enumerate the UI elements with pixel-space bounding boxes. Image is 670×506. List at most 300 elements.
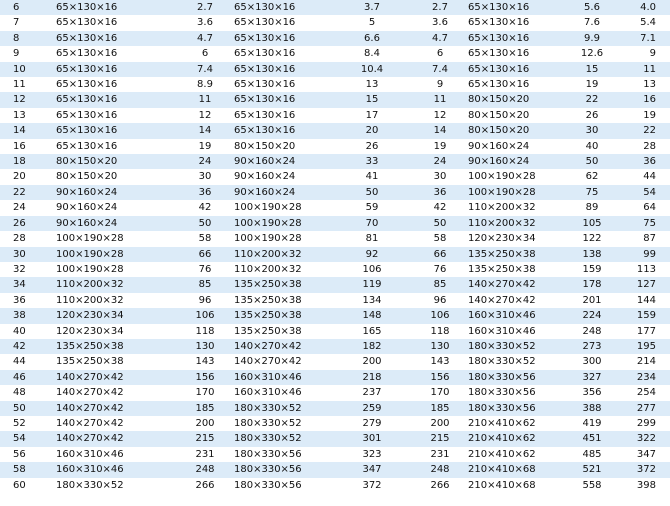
table-cell: 273 <box>564 339 620 354</box>
table-cell: 100×190×28 <box>468 169 564 184</box>
table-row <box>0 385 670 400</box>
table-cell: 90×160×24 <box>468 139 564 154</box>
table-cell: 42 <box>412 200 468 215</box>
table-cell: 215 <box>412 431 468 446</box>
table-cell: 248 <box>176 462 234 477</box>
table-cell: 65×130×16 <box>468 62 564 77</box>
table-cell: 65×130×16 <box>56 31 176 46</box>
table-cell: 143 <box>176 354 234 369</box>
table-row <box>0 154 670 169</box>
table-cell: 33 <box>332 154 412 169</box>
table-cell: 322 <box>620 431 670 446</box>
table-cell: 16 <box>620 92 670 107</box>
table-cell: 3.6 <box>412 15 468 30</box>
table-cell: 70 <box>332 216 412 231</box>
table-cell: 356 <box>564 385 620 400</box>
table-cell: 44 <box>0 354 56 369</box>
table-cell: 30 <box>412 169 468 184</box>
table-cell: 65×130×16 <box>56 92 176 107</box>
table-cell: 143 <box>412 354 468 369</box>
table-cell: 7.6 <box>564 15 620 30</box>
table-cell: 113 <box>620 262 670 277</box>
table-cell: 180×330×52 <box>234 416 332 431</box>
table-cell: 210×410×68 <box>468 462 564 477</box>
table-cell: 159 <box>620 308 670 323</box>
table-cell: 180×330×52 <box>234 401 332 416</box>
table-row <box>0 401 670 416</box>
table-cell: 10 <box>0 62 56 77</box>
table-cell: 36 <box>176 185 234 200</box>
table-cell: 9.9 <box>564 31 620 46</box>
table-cell: 140×270×42 <box>468 277 564 292</box>
table-cell: 50 <box>412 216 468 231</box>
table-cell: 12 <box>176 108 234 123</box>
table-cell: 185 <box>412 401 468 416</box>
table-cell: 10.4 <box>332 62 412 77</box>
table-cell: 140×270×42 <box>56 416 176 431</box>
table-cell: 6 <box>0 0 56 15</box>
table-row <box>0 77 670 92</box>
table-cell: 301 <box>332 431 412 446</box>
table-cell: 26 <box>332 139 412 154</box>
table-cell: 65×130×16 <box>234 0 332 15</box>
table-cell: 122 <box>564 231 620 246</box>
table-cell: 81 <box>332 231 412 246</box>
table-cell: 180×330×56 <box>468 401 564 416</box>
table-cell: 100×190×28 <box>56 231 176 246</box>
table-cell: 215 <box>176 431 234 446</box>
table-cell: 36 <box>412 185 468 200</box>
table-cell: 100×190×28 <box>234 216 332 231</box>
table-cell: 44 <box>620 169 670 184</box>
table-cell: 65×130×16 <box>234 123 332 138</box>
table-cell: 50 <box>564 154 620 169</box>
table-cell: 60 <box>0 478 56 493</box>
table-cell: 40 <box>564 139 620 154</box>
table-cell: 180×330×52 <box>234 431 332 446</box>
table-cell: 159 <box>564 262 620 277</box>
table-cell: 19 <box>412 139 468 154</box>
table-cell: 15 <box>564 62 620 77</box>
table-cell: 180×330×56 <box>234 462 332 477</box>
table-cell: 2.7 <box>412 0 468 15</box>
table-cell: 9 <box>0 46 56 61</box>
table-cell: 90×160×24 <box>234 185 332 200</box>
table-cell: 372 <box>620 462 670 477</box>
table-cell: 75 <box>620 216 670 231</box>
table-cell: 22 <box>564 92 620 107</box>
table-cell: 13 <box>0 108 56 123</box>
table-cell: 66 <box>176 247 234 262</box>
table-cell: 135×250×38 <box>234 293 332 308</box>
table-cell: 90×160×24 <box>56 185 176 200</box>
table-cell: 12.6 <box>564 46 620 61</box>
table-cell: 99 <box>620 247 670 262</box>
table-cell: 201 <box>564 293 620 308</box>
table-row <box>0 370 670 385</box>
table-cell: 300 <box>564 354 620 369</box>
table-cell: 130 <box>176 339 234 354</box>
table-cell: 64 <box>620 200 670 215</box>
table-cell: 65×130×16 <box>468 77 564 92</box>
table-cell: 347 <box>620 447 670 462</box>
table-cell: 90×160×24 <box>468 154 564 169</box>
table-cell: 65×130×16 <box>56 108 176 123</box>
table-cell: 327 <box>564 370 620 385</box>
table-cell: 58 <box>176 231 234 246</box>
table-cell: 178 <box>564 277 620 292</box>
table-row <box>0 62 670 77</box>
table-cell: 106 <box>332 262 412 277</box>
table-cell: 120×230×34 <box>56 308 176 323</box>
table-cell: 100×190×28 <box>56 247 176 262</box>
table-row <box>0 123 670 138</box>
table-cell: 266 <box>176 478 234 493</box>
table-cell: 92 <box>332 247 412 262</box>
table-cell: 26 <box>564 108 620 123</box>
table-cell: 9 <box>412 77 468 92</box>
table-cell: 388 <box>564 401 620 416</box>
table-cell: 24 <box>0 200 56 215</box>
table-cell: 160×310×46 <box>56 462 176 477</box>
table-cell: 100×190×28 <box>468 185 564 200</box>
table-cell: 119 <box>332 277 412 292</box>
table-cell: 50 <box>332 185 412 200</box>
table-cell: 6.6 <box>332 31 412 46</box>
table-row <box>0 478 670 493</box>
table-cell: 58 <box>412 231 468 246</box>
table-cell: 214 <box>620 354 670 369</box>
table-cell: 18 <box>0 154 56 169</box>
table-cell: 66 <box>412 247 468 262</box>
table-cell: 11 <box>0 77 56 92</box>
table-cell: 140×270×42 <box>234 354 332 369</box>
table-cell: 19 <box>620 108 670 123</box>
table-row <box>0 416 670 431</box>
table-row <box>0 308 670 323</box>
table-cell: 248 <box>564 324 620 339</box>
table-cell: 138 <box>564 247 620 262</box>
table-cell: 165 <box>332 324 412 339</box>
table-cell: 54 <box>0 431 56 446</box>
table-row <box>0 324 670 339</box>
table-cell: 160×310×46 <box>234 370 332 385</box>
table-cell: 4.0 <box>620 0 670 15</box>
table-cell: 6 <box>412 46 468 61</box>
table-cell: 200 <box>332 354 412 369</box>
table-cell: 7 <box>0 15 56 30</box>
table-cell: 120×230×34 <box>468 231 564 246</box>
table-cell: 105 <box>564 216 620 231</box>
table-row <box>0 92 670 107</box>
table-cell: 210×410×68 <box>468 478 564 493</box>
table-cell: 372 <box>332 478 412 493</box>
table-cell: 195 <box>620 339 670 354</box>
table-cell: 52 <box>0 416 56 431</box>
table-row <box>0 447 670 462</box>
table-cell: 140×270×42 <box>56 431 176 446</box>
table-cell: 120×230×34 <box>56 324 176 339</box>
table-cell: 135×250×38 <box>56 354 176 369</box>
table-cell: 13 <box>620 77 670 92</box>
table-cell: 42 <box>176 200 234 215</box>
table-cell: 185 <box>176 401 234 416</box>
table-cell: 2.7 <box>176 0 234 15</box>
table-cell: 135×250×38 <box>234 308 332 323</box>
table-cell: 180×330×52 <box>56 478 176 493</box>
table-cell: 46 <box>0 370 56 385</box>
table-cell: 7.4 <box>176 62 234 77</box>
table-cell: 80×150×20 <box>234 139 332 154</box>
table-cell: 200 <box>176 416 234 431</box>
table-row <box>0 262 670 277</box>
table-cell: 4.7 <box>176 31 234 46</box>
table-cell: 347 <box>332 462 412 477</box>
table-cell: 170 <box>412 385 468 400</box>
table-cell: 90×160×24 <box>234 169 332 184</box>
table-cell: 14 <box>176 123 234 138</box>
table-row <box>0 46 670 61</box>
table-cell: 65×130×16 <box>56 123 176 138</box>
table-cell: 59 <box>332 200 412 215</box>
table-cell: 26 <box>0 216 56 231</box>
table-cell: 160×310×46 <box>234 385 332 400</box>
table-cell: 259 <box>332 401 412 416</box>
table-cell: 19 <box>176 139 234 154</box>
table-cell: 3.6 <box>176 15 234 30</box>
table-cell: 4.7 <box>412 31 468 46</box>
table-cell: 180×330×56 <box>468 370 564 385</box>
table-cell: 218 <box>332 370 412 385</box>
table-cell: 182 <box>332 339 412 354</box>
table-cell: 11 <box>176 92 234 107</box>
table-cell: 135×250×38 <box>234 324 332 339</box>
table-row <box>0 293 670 308</box>
table-cell: 65×130×16 <box>234 31 332 46</box>
table-cell: 85 <box>412 277 468 292</box>
table-cell: 80×150×20 <box>56 154 176 169</box>
table-cell: 19 <box>564 77 620 92</box>
table-cell: 110×200×32 <box>468 216 564 231</box>
table-cell: 13 <box>332 77 412 92</box>
table-cell: 110×200×32 <box>234 262 332 277</box>
table-cell: 100×190×28 <box>234 200 332 215</box>
table-cell: 558 <box>564 478 620 493</box>
table-cell: 180×330×56 <box>468 385 564 400</box>
table-cell: 210×410×62 <box>468 447 564 462</box>
table-row <box>0 354 670 369</box>
table-cell: 118 <box>176 324 234 339</box>
table-cell: 11 <box>412 92 468 107</box>
table-cell: 65×130×16 <box>468 46 564 61</box>
table-cell: 54 <box>620 185 670 200</box>
table-cell: 8 <box>0 31 56 46</box>
table-cell: 24 <box>412 154 468 169</box>
table-cell: 224 <box>564 308 620 323</box>
table-cell: 451 <box>564 431 620 446</box>
table-cell: 65×130×16 <box>234 46 332 61</box>
table-cell: 30 <box>176 169 234 184</box>
table-cell: 65×130×16 <box>234 15 332 30</box>
table-row <box>0 247 670 262</box>
table-cell: 65×130×16 <box>56 46 176 61</box>
table-cell: 65×130×16 <box>56 62 176 77</box>
table-cell: 65×130×16 <box>468 31 564 46</box>
table-cell: 80×150×20 <box>468 123 564 138</box>
table-cell: 144 <box>620 293 670 308</box>
table-cell: 279 <box>332 416 412 431</box>
table-cell: 8.4 <box>332 46 412 61</box>
table-cell: 5.6 <box>564 0 620 15</box>
table-cell: 127 <box>620 277 670 292</box>
table-cell: 160×310×46 <box>468 324 564 339</box>
table-cell: 140×270×42 <box>56 370 176 385</box>
table-cell: 65×130×16 <box>56 15 176 30</box>
table-cell: 135×250×38 <box>234 277 332 292</box>
table-cell: 7.1 <box>620 31 670 46</box>
table-cell: 90×160×24 <box>56 200 176 215</box>
table-cell: 32 <box>0 262 56 277</box>
table-row <box>0 31 670 46</box>
table-cell: 90×160×24 <box>56 216 176 231</box>
table-cell: 160×310×46 <box>468 308 564 323</box>
table-cell: 28 <box>0 231 56 246</box>
table-cell: 87 <box>620 231 670 246</box>
table-row <box>0 0 670 15</box>
table-row <box>0 169 670 184</box>
table-cell: 24 <box>176 154 234 169</box>
table-row <box>0 462 670 477</box>
table-cell: 180×330×56 <box>234 478 332 493</box>
table-row <box>0 185 670 200</box>
table-cell: 419 <box>564 416 620 431</box>
table-cell: 100×190×28 <box>234 231 332 246</box>
table-cell: 30 <box>564 123 620 138</box>
table-cell: 398 <box>620 478 670 493</box>
table-row <box>0 277 670 292</box>
table-cell: 75 <box>564 185 620 200</box>
table-cell: 140×270×42 <box>234 339 332 354</box>
table-row <box>0 139 670 154</box>
table-cell: 100×190×28 <box>56 262 176 277</box>
table-cell: 20 <box>332 123 412 138</box>
table-cell: 65×130×16 <box>234 92 332 107</box>
table-cell: 148 <box>332 308 412 323</box>
table-cell: 248 <box>412 462 468 477</box>
table-row <box>0 431 670 446</box>
table-row <box>0 339 670 354</box>
table-cell: 38 <box>0 308 56 323</box>
table-cell: 277 <box>620 401 670 416</box>
table-cell: 42 <box>0 339 56 354</box>
table-cell: 323 <box>332 447 412 462</box>
table-cell: 90×160×24 <box>234 154 332 169</box>
table-cell: 6 <box>176 46 234 61</box>
table-cell: 65×130×16 <box>56 0 176 15</box>
table-cell: 135×250×38 <box>468 247 564 262</box>
table-cell: 237 <box>332 385 412 400</box>
table-cell: 11 <box>620 62 670 77</box>
table-cell: 65×130×16 <box>56 77 176 92</box>
table-cell: 50 <box>0 401 56 416</box>
table-cell: 254 <box>620 385 670 400</box>
table-cell: 14 <box>412 123 468 138</box>
table-row <box>0 108 670 123</box>
table-cell: 8.9 <box>176 77 234 92</box>
table-cell: 12 <box>0 92 56 107</box>
table-cell: 80×150×20 <box>468 108 564 123</box>
table-cell: 135×250×38 <box>468 262 564 277</box>
table-cell: 5.4 <box>620 15 670 30</box>
table-cell: 170 <box>176 385 234 400</box>
table-cell: 110×200×32 <box>234 247 332 262</box>
table-cell: 110×200×32 <box>56 293 176 308</box>
table-cell: 56 <box>0 447 56 462</box>
table-row <box>0 200 670 215</box>
table-cell: 80×150×20 <box>56 169 176 184</box>
table-cell: 266 <box>412 478 468 493</box>
table-cell: 40 <box>0 324 56 339</box>
table-cell: 180×330×56 <box>234 447 332 462</box>
table-cell: 28 <box>620 139 670 154</box>
table-row <box>0 231 670 246</box>
table-cell: 118 <box>412 324 468 339</box>
table-cell: 22 <box>0 185 56 200</box>
table-cell: 17 <box>332 108 412 123</box>
table-cell: 180×330×52 <box>468 339 564 354</box>
table-cell: 5 <box>332 15 412 30</box>
table-cell: 485 <box>564 447 620 462</box>
table-cell: 65×130×16 <box>234 108 332 123</box>
table-cell: 140×270×42 <box>56 401 176 416</box>
table-cell: 177 <box>620 324 670 339</box>
table-cell: 20 <box>0 169 56 184</box>
table-cell: 41 <box>332 169 412 184</box>
table-cell: 65×130×16 <box>468 15 564 30</box>
table-cell: 180×330×52 <box>468 354 564 369</box>
table-cell: 34 <box>0 277 56 292</box>
table-cell: 210×410×62 <box>468 431 564 446</box>
table-cell: 65×130×16 <box>56 139 176 154</box>
table-cell: 106 <box>176 308 234 323</box>
table-cell: 76 <box>412 262 468 277</box>
table-cell: 231 <box>412 447 468 462</box>
table-cell: 3.7 <box>332 0 412 15</box>
table-cell: 76 <box>176 262 234 277</box>
table-cell: 85 <box>176 277 234 292</box>
table-cell: 130 <box>412 339 468 354</box>
table-cell: 7.4 <box>412 62 468 77</box>
table-cell: 12 <box>412 108 468 123</box>
table-cell: 22 <box>620 123 670 138</box>
table-cell: 62 <box>564 169 620 184</box>
table-cell: 160×310×46 <box>56 447 176 462</box>
table-cell: 58 <box>0 462 56 477</box>
table-cell: 156 <box>412 370 468 385</box>
table-cell: 36 <box>620 154 670 169</box>
table-cell: 140×270×42 <box>468 293 564 308</box>
table-cell: 96 <box>176 293 234 308</box>
table-cell: 134 <box>332 293 412 308</box>
table-cell: 48 <box>0 385 56 400</box>
table-cell: 140×270×42 <box>56 385 176 400</box>
table-cell: 65×130×16 <box>234 77 332 92</box>
table-cell: 231 <box>176 447 234 462</box>
table-row <box>0 15 670 30</box>
table-cell: 135×250×38 <box>56 339 176 354</box>
table-cell: 210×410×62 <box>468 416 564 431</box>
table-cell: 65×130×16 <box>468 0 564 15</box>
